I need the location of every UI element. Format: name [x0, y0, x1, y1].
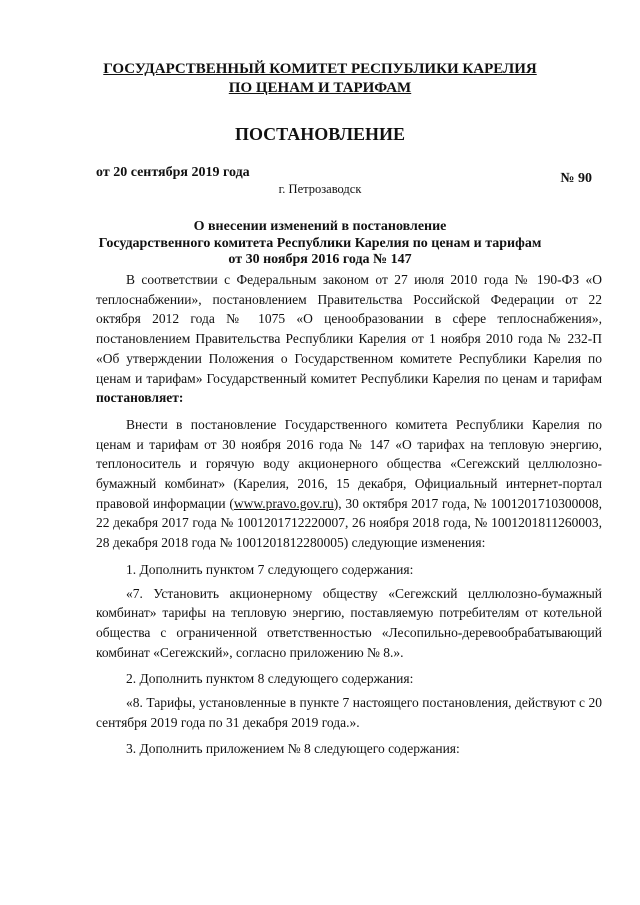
document-city: г. Петрозаводск: [278, 182, 362, 196]
resolves-word: постановляет:: [96, 390, 184, 406]
document-body: [96, 270, 602, 766]
document-subject: [0, 219, 640, 269]
subject-line2: Государственного комитета Республики Карелия по ценам и тарифам: [98, 235, 542, 251]
document-number: № 90: [560, 171, 592, 186]
amendment-text-before: Внести в постановление Государственного комитета Республики Карелия по ценам и тарифам от 30 ноября 2016 года № 147 «О тарифах на тепловую энергию, теплоноситель и горячую воду акционерного общества «Сегежский целлюлозно-бумажный комбинат» (Карелия, 2016, 15 декабря, Официальный интернет-портал правовой информации (: [96, 416, 602, 511]
preamble-text: В соответствии с Федеральным законом от 27 июля 2010 года № 190-ФЗ «О теплоснабжении», постановлением Правительства Российской Федерации от 22 октября 2012 года № 1075 «О ценообразовании в сфере теплоснабжения», постановлением Правительства Республики Карелия от 1 ноября 2010 года № 232-П «Об утверждении Положения о Государственном комитете Республики Карелия по ценам и тарифам» Государственный комитет Республики Карелия по ценам и тарифам: [96, 272, 602, 386]
amendment-paragraph: [96, 415, 602, 553]
item-3: 3. Дополнить приложением № 8 следующего содержания:: [126, 741, 460, 757]
item-1-text: «7. Установить акционерному обществу «Сегежский целлюлозно-бумажный комбинат» тарифы на тепловую энергию, поставляемую потребителям от котельной общества с ограниченной ответственностью «Лесопильно-деревообрабатывающий комбинат «Сегежский», согласно приложению № 8.».: [96, 585, 602, 660]
preamble-paragraph: [96, 270, 602, 408]
organization-header: [0, 60, 640, 98]
subject-line1: О внесении изменений в постановление: [193, 219, 447, 234]
document-type: ПОСТАНОВЛЕНИЕ: [234, 124, 406, 144]
amendment-text-after: ), 30 октября 2017 года, № 1001201710300008, 22 декабря 2017 года № 1001201712220007, 26 ноября 2018 года, № 1001201811260003, 28 декабря 2018 года № 1001201812280005) следующие изменения:: [96, 495, 602, 551]
document-date: от 20 сентября 2019 года: [96, 165, 250, 180]
item-2: 2. Дополнить пунктом 8 следующего содержания:: [126, 671, 414, 687]
org-name-line1: ГОСУДАРСТВЕННЫЙ КОМИТЕТ РЕСПУБЛИКИ КАРЕЛИЯ: [103, 61, 537, 77]
org-name-line2: ПО ЦЕНАМ И ТАРИФАМ: [228, 80, 412, 96]
item-2-text: «8. Тарифы, установленные в пункте 7 настоящего постановления, действуют с 20 сентября 2019 года по 31 декабря 2019 года.».: [96, 695, 602, 730]
subject-line3: от 30 ноября 2016 года № 147: [228, 252, 412, 267]
pravo-link[interactable]: www.pravo.gov.ru: [233, 495, 334, 511]
item-1: 1. Дополнить пунктом 7 следующего содержания:: [126, 561, 414, 577]
